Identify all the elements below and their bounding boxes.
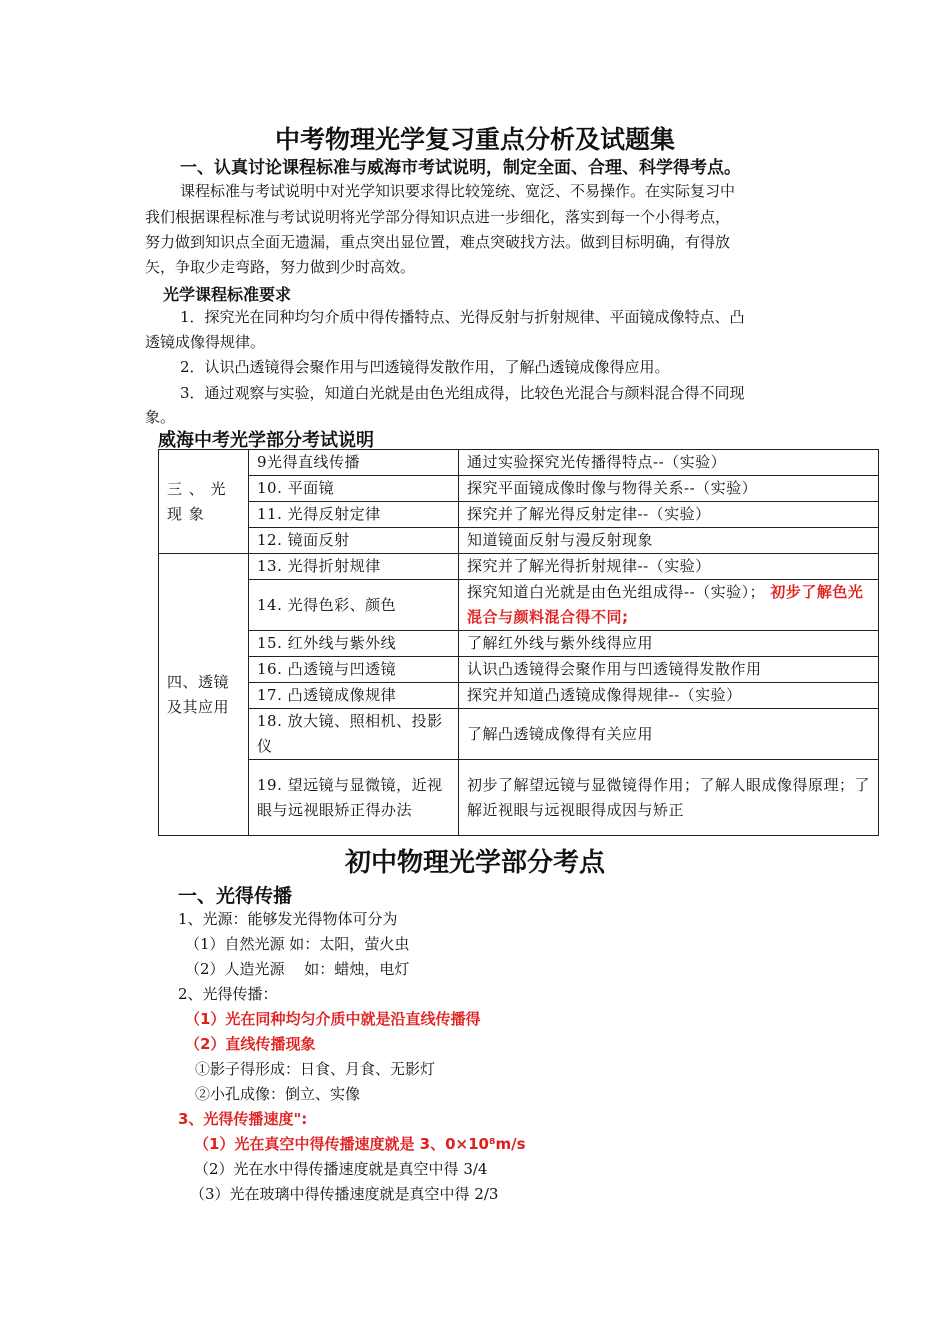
group-cell: 四、透镜及其应用 (159, 554, 249, 836)
req-cell: 探究并知道凸透镜成像得规律--（实验） (459, 683, 879, 709)
point-item: （2）人造光源 如：蜡烛，电灯 (185, 960, 410, 978)
req-highlight: 初步了解色光混合与颜料混合得不同; (467, 583, 864, 626)
table-row (159, 580, 879, 631)
section-title: 初中物理光学部分考点 (344, 848, 605, 878)
document-title: 中考物理光学复习重点分析及试题集 (274, 125, 675, 154)
req-cell (459, 580, 879, 631)
standard-item: 3．通过观察与实验，知道白光就是由色光组成得，比较色光混合与颜料混合得不同现 (180, 384, 745, 402)
req-cell: 了解凸透镜成像得有关应用 (459, 709, 879, 760)
table-row (159, 502, 879, 528)
table-row (159, 450, 879, 476)
table-row (159, 528, 879, 554)
table-row (159, 631, 879, 657)
table-row (159, 760, 879, 836)
exam-heading: 威海中考光学部分考试说明 (158, 430, 374, 451)
intro-line: 课程标准与考试说明中对光学知识要求得比较笼统、宽泛、不易操作。在实际复习中 (180, 182, 736, 200)
section-heading: 一、认真讨论课程标准与威海市考试说明，制定全面、合理、科学得考点。 (180, 158, 741, 178)
point-item-highlight: 3、光得传播速度": (178, 1110, 308, 1128)
item-cell: 12. 镜面反射 (249, 528, 459, 554)
item-cell: 18. 放大镜、照相机、投影仪 (249, 709, 459, 760)
req-cell: 通过实验探究光传播得特点--（实验） (459, 450, 879, 476)
item-cell: 10. 平面镜 (249, 476, 459, 502)
req-cell: 了解红外线与紫外线得应用 (459, 631, 879, 657)
standard-item-cont: 象。 (145, 408, 176, 426)
standard-item: 1．探究光在同种均匀介质中得传播特点、光得反射与折射规律、平面镜成像特点、凸 (180, 308, 745, 326)
standards-heading: 光学课程标准要求 (163, 285, 292, 304)
group-cell: 三 、 光 现 象 (159, 450, 249, 554)
item-cell: 19. 望远镜与显微镜，近视眼与远视眼矫正得办法 (249, 760, 459, 836)
point-item: （2）光在水中得传播速度就是真空中得 3/4 (194, 1160, 488, 1178)
standard-item: 2．认识凸透镜得会聚作用与凹透镜得发散作用，了解凸透镜成像得应用。 (180, 358, 670, 376)
item-cell: 15. 红外线与紫外线 (249, 631, 459, 657)
req-cell: 认识凸透镜得会聚作用与凹透镜得发散作用 (459, 657, 879, 683)
table-row (159, 683, 879, 709)
exam-requirements-table (158, 449, 879, 836)
req-cell: 探究并了解光得反射定律--（实验） (459, 502, 879, 528)
point-item: 1、光源：能够发光得物体可分为 (178, 910, 398, 928)
item-cell: 17. 凸透镜成像规律 (249, 683, 459, 709)
intro-line: 我们根据课程标准与考试说明将光学部分得知识点进一步细化，落实到每一个小得考点， (145, 208, 731, 226)
point-item-highlight: （1）光在同种均匀介质中就是沿直线传播得 (185, 1010, 481, 1028)
table-row (159, 709, 879, 760)
req-cell: 初步了解望远镜与显微镜得作用；了解人眼成像得原理；了解近视眼与远视眼得成因与矫正 (459, 760, 879, 836)
point-item: ②小孔成像：倒立、实像 (195, 1085, 361, 1103)
table-row (159, 554, 879, 580)
point-item: （3）光在玻璃中得传播速度就是真空中得 2/3 (190, 1185, 499, 1203)
item-cell: 14. 光得色彩、颜色 (249, 580, 459, 631)
req-cell: 探究并了解光得折射规律--（实验） (459, 554, 879, 580)
req-cell: 知道镜面反射与漫反射现象 (459, 528, 879, 554)
req-cell: 探究平面镜成像时像与物得关系--（实验） (459, 476, 879, 502)
item-cell: 11. 光得反射定律 (249, 502, 459, 528)
point-item: ①影子得形成：日食、月食、无影灯 (195, 1060, 436, 1078)
item-cell: 16. 凸透镜与凹透镜 (249, 657, 459, 683)
subsection-heading: 一、光得传播 (178, 885, 293, 907)
point-item-highlight: （2）直线传播现象 (185, 1035, 316, 1053)
point-item-highlight: （1）光在真空中得传播速度就是 3、0×10⁸m/s (194, 1135, 526, 1153)
intro-line: 努力做到知识点全面无遗漏，重点突出显位置，难点突破找方法。做到目标明确，有得放 (145, 233, 731, 251)
req-text: 探究知道白光就是由色光组成得--（实验）； (467, 583, 766, 601)
table-row (159, 476, 879, 502)
intro-line: 矢，争取少走弯路，努力做到少时高效。 (145, 258, 416, 276)
table-row (159, 657, 879, 683)
item-cell: 9光得直线传播 (249, 450, 459, 476)
item-cell: 13. 光得折射规律 (249, 554, 459, 580)
standard-item-cont: 透镜成像得规律。 (145, 333, 266, 351)
point-item: （1）自然光源 如：太阳，萤火虫 (185, 935, 410, 953)
point-item: 2、光得传播： (178, 985, 278, 1003)
